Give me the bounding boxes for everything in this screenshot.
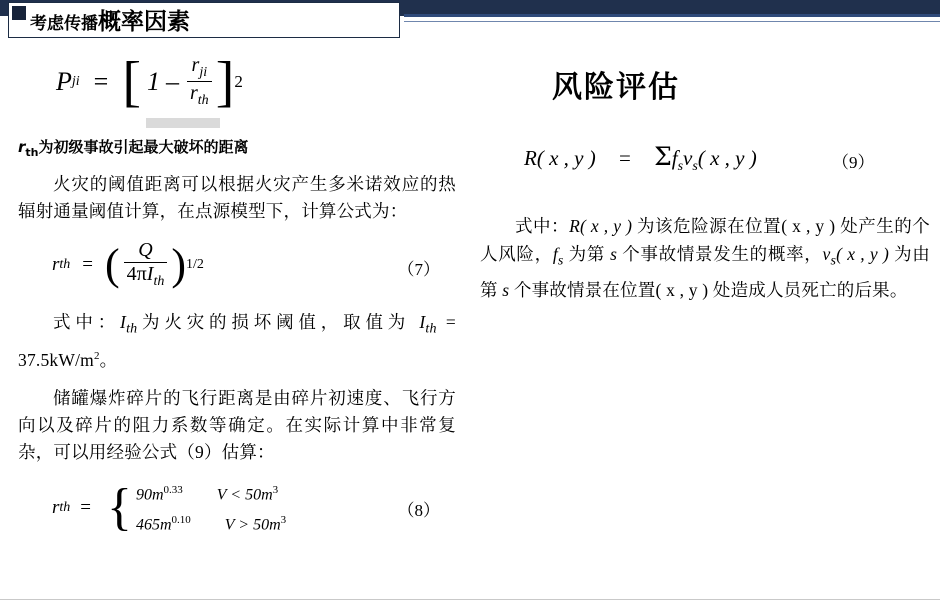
page-title <box>30 3 190 36</box>
r-b: R( x , y ) <box>569 216 633 236</box>
eq7-fraction <box>124 239 168 290</box>
p2-d: 。 <box>99 349 118 370</box>
eq9-args: ( x , y ) <box>697 146 757 170</box>
r-a: 式中： <box>515 216 570 236</box>
fraction-denominator <box>187 81 212 109</box>
eq7-paren-right: ) <box>171 239 186 289</box>
note-symbol-sub: th <box>25 146 39 159</box>
eq8-lhs: r <box>52 496 60 518</box>
formula-minus: – <box>166 66 179 96</box>
fraction-numerator <box>189 54 211 81</box>
header-rule-thin <box>404 21 940 22</box>
p2-symbol-sub: th <box>126 321 138 337</box>
equation-9-number: （9） <box>832 153 875 172</box>
bracket-right: ] <box>215 50 235 113</box>
formula-lhs: P <box>56 66 72 96</box>
p2-b: 为火灾的损坏阈值，取值为 <box>137 312 420 332</box>
equation-9-row <box>480 142 930 186</box>
eq7-lhs-sub: th <box>59 256 71 272</box>
p2-symbol2: I <box>419 312 426 332</box>
eq8-case2-value <box>136 508 191 537</box>
highlight-marker <box>146 118 220 128</box>
eq8-case1-cond-sup: 3 <box>272 484 279 497</box>
equation-8-number: （8） <box>397 501 440 521</box>
p2-symbol2-sub: th <box>425 321 437 337</box>
r-g: 个事故情景发生的概率， <box>617 244 823 264</box>
eq8-case2-condition <box>225 508 286 537</box>
eq8-equals: = <box>80 496 92 518</box>
p2-a: 式中： <box>53 312 121 332</box>
right-column <box>480 46 930 304</box>
bracket-left: [ <box>122 50 141 113</box>
eq7-num <box>135 239 155 262</box>
fraction-den-sub: th <box>197 93 209 108</box>
eq8-case1-condition <box>217 478 278 507</box>
r-h: v <box>822 244 831 264</box>
page-title-prefix: 考虑传播 <box>30 14 98 34</box>
p2-symbol: I <box>120 312 127 332</box>
r-i: ( x , y ) <box>836 244 889 264</box>
note-text: 为初级事故引起最大破坏的距离 <box>38 138 249 156</box>
eq8-case1-value <box>136 478 183 507</box>
fraction-den-var: r <box>190 82 198 104</box>
eq9-equals: = <box>618 146 631 170</box>
eq8-case2-cond: V > 50m <box>224 515 281 533</box>
eq8-case-1 <box>136 478 286 507</box>
r-f: s <box>610 244 618 264</box>
note-symbol: r <box>18 138 26 156</box>
eq9-v-sub: s <box>692 159 698 175</box>
equation-7 <box>52 239 204 290</box>
paragraph-threshold-distance: 火灾的阈值距离可以根据火灾产生多米诺效应的热辐射通量阈值计算，在点源模型下，计算公式为： <box>18 174 456 221</box>
formula-fraction <box>187 54 212 109</box>
r-j: 为由第 <box>480 244 930 300</box>
r-d-sub: s <box>557 253 564 269</box>
eq8-case1-val: 90m <box>135 486 164 504</box>
equation-8-row <box>18 476 456 540</box>
header-rule <box>404 14 940 17</box>
formula-exponent: 2 <box>234 71 243 91</box>
eq8-brace: { <box>107 478 132 536</box>
formula-probability <box>56 50 243 113</box>
eq8-case2-val: 465m <box>135 515 172 533</box>
r-e: 为第 <box>563 244 611 264</box>
eq7-equals: = <box>82 253 94 275</box>
fraction-num-sub: ji <box>199 65 208 80</box>
eq7-exponent: 1/2 <box>186 256 204 272</box>
formula-one: 1 <box>147 66 160 96</box>
title-bullet-icon <box>12 6 26 20</box>
eq7-den-var: I <box>146 263 154 285</box>
equation-9 <box>524 142 757 175</box>
r-l: 个事故情景在位置( x , y ) 处造成人员死亡的后果。 <box>509 279 908 300</box>
r-d: f <box>552 244 558 264</box>
equation-7-number: （7） <box>397 260 440 279</box>
eq8-case2-cond-sup: 3 <box>280 513 287 526</box>
equation-7-row <box>18 239 456 297</box>
p2-c: = 37.5kW/m <box>18 312 456 370</box>
equation-8 <box>52 478 286 537</box>
eq8-case1-sup: 0.33 <box>163 484 183 497</box>
eq9-lhs: R( x , y ) <box>524 146 596 170</box>
main-formula-block <box>18 46 456 132</box>
eq7-paren-left: ( <box>105 239 120 289</box>
eq8-cases <box>136 478 286 537</box>
paragraph-risk-definition <box>480 212 930 304</box>
eq8-case1-cond: V < 50m <box>216 486 273 504</box>
eq7-num-var: Q <box>138 239 153 261</box>
r-h-sub: s <box>830 253 837 269</box>
section-title-risk-assessment: 风险评估 <box>552 70 680 105</box>
eq8-case-2 <box>136 508 286 537</box>
eq7-lhs: r <box>52 253 60 275</box>
formula-equals: = <box>93 66 109 96</box>
eq9-v: v <box>683 146 693 170</box>
eq7-den-pi: 4π <box>126 263 147 285</box>
eq9-sigma: Σ <box>654 142 672 171</box>
left-column <box>18 46 456 540</box>
eq8-case2-sup: 0.10 <box>171 513 191 526</box>
paragraph-fragment-distance: 储罐爆炸碎片的飞行距离是由碎片初速度、飞行方向以及碎片的阻力系数等确定。在实际计算中非常复杂，可以用经验公式（9）估算： <box>18 388 456 463</box>
formula-note <box>18 136 456 159</box>
r-k: s <box>502 279 510 300</box>
eq7-den <box>124 262 168 290</box>
fraction-num-var: r <box>191 54 200 76</box>
footer-divider <box>0 599 940 600</box>
p2-sup: 2 <box>93 349 100 362</box>
page-title-main: 概率因素 <box>98 8 190 35</box>
eq9-f-sub: s <box>677 159 684 175</box>
paragraph-threshold-value <box>18 309 456 373</box>
eq8-lhs-sub: th <box>59 499 71 515</box>
eq9-f: f <box>671 146 678 170</box>
formula-lhs-sub: ji <box>71 73 80 89</box>
r-c: 为该危险源在位置( x , y ) 处产生的个人风险， <box>480 216 930 264</box>
eq7-den-sub: th <box>153 274 165 289</box>
